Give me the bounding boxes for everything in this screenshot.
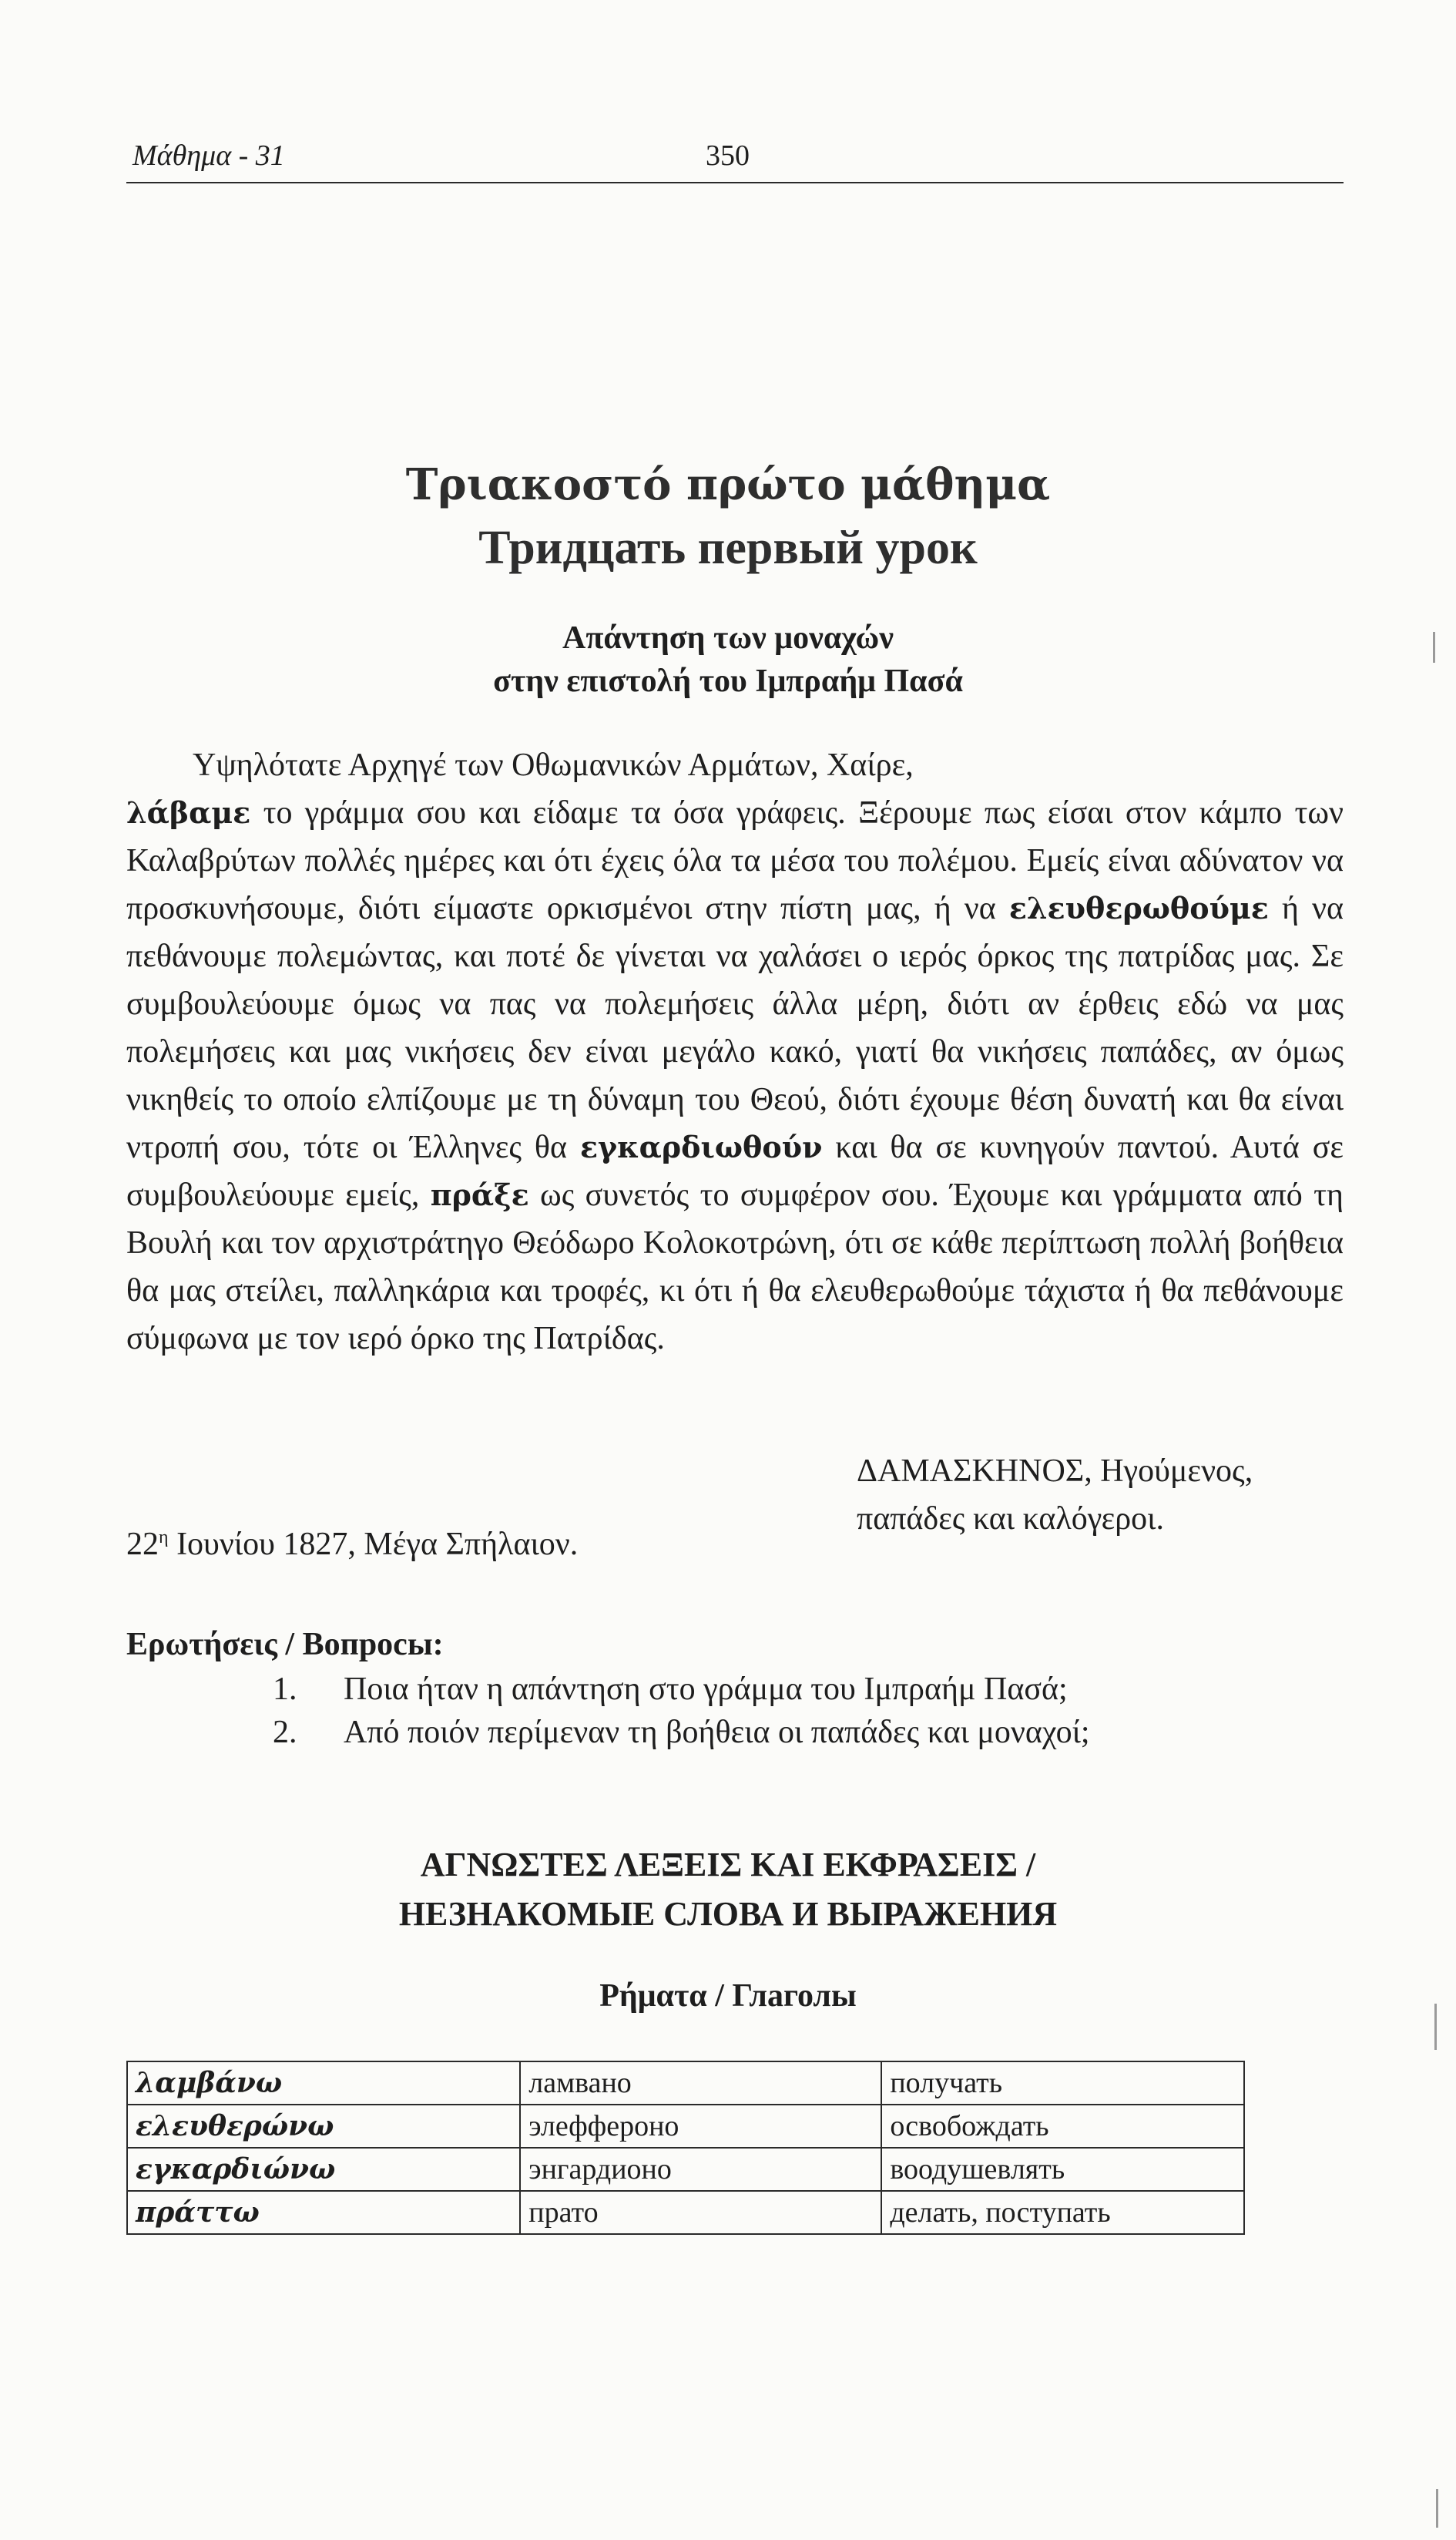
vocab-heading-greek: ΑΓΝΩΣΤΕΣ ΛΕΞΕΙΣ ΚΑΙ ΕΚΦΡΑΣΕΙΣ / [420,1846,1036,1883]
lesson-title [0,453,1456,580]
questions-list [126,1668,1359,1754]
questions-section [126,1621,1359,1754]
russian-translation: делать, поступать [881,2191,1244,2234]
verbs-heading: Ρήματα / Глаголы [599,1978,857,2014]
transliteration: ламвано [520,2061,881,2105]
table-row [127,2105,1244,2148]
page-number: 350 [706,139,750,172]
transliteration: энгардионо [520,2148,881,2191]
table-row [127,2061,1244,2105]
letter-salutation [126,741,1344,789]
signature-line-2: παπάδες και καλόγεροι. [857,1501,1164,1537]
russian-translation: освобождать [881,2105,1244,2148]
signature-line-1: ΔΑΜΑΣΚΗΝΟΣ, Ηγούμενος, [857,1453,1253,1489]
scan-margin-mark [1433,632,1435,663]
date-place [126,1526,578,1563]
transliteration: прато [520,2191,881,2234]
scan-margin-mark [1434,2004,1437,2050]
running-header [126,133,1344,183]
greek-word: λαμβάνω [127,2061,520,2105]
scan-margin-mark [1436,2489,1438,2528]
body-text: ως συνετός το συμφέρον σου. Έχουμε και γράμματα από τη Βουλή και τον αρχιστράτηγο Θεόδωρο Κολοκοτρώνη, ότι σε κάθε περίπτωση πολλή βοήθεια θα μας στείλει, παλληκάρια και τροφές, κι ότι ή θα ελευθερωθούμε τάχιστα ή θα πεθάνουμε σύμφωνα με τον ιερό όρκο της Πατρίδας. [126,1178,1344,1356]
bold-word: εγκαρδιωθούν [579,1130,823,1164]
greek-word: εγκαρδιώνω [127,2148,520,2191]
question-number: 2. [273,1715,297,1750]
letter-subtitle [0,617,1456,703]
question-item [126,1711,1359,1754]
transliteration: элеффероно [520,2105,881,2148]
russian-translation: воодушевлять [881,2148,1244,2191]
questions-heading: Ερωτήσεις / Вопросы: [126,1627,444,1662]
table-row [127,2148,1244,2191]
subtitle-line-2: στην επιστολή του Ιμπραήμ Πασά [493,664,963,699]
vocab-heading [0,1840,1456,1939]
subtitle-line-1: Απάντηση των μοναχών [562,620,894,656]
vocab-heading-russian: НЕЗНАКОМЫЕ СЛОВА И ВЫРАЖЕНИЯ [398,1895,1058,1933]
question-number: 1. [273,1671,297,1707]
greek-word: ελευθερώνω [127,2105,520,2148]
lesson-label: Μάθημα - 31 [133,139,285,172]
body-text: το γράμμα σου και είδαμε τα όσα γράφεις. Ξέρουμε πως είσαι στον κάμπο των Καλαβρύτων πολλές ημέρες και ότι έχεις όλα τα μέσα του πολέμου. Εμείς είναι αδύνατον να προσκυνήσουμε, διότι είμαστε ορκισμένοι στην πίστη μας, ή να [126,795,1344,926]
date-ordinal: η [159,1527,169,1547]
body-text: ή να πεθάνουμε πολεμώντας, και ποτέ δε γίνεται να χαλάσει ο ιερός όρκος της πατρίδας μας. Σε συμβουλεύουμε όμως να πας να πολεμήσεις άλλα μέρη, διότι αν έρθεις εδώ να μας πολεμήσεις και μας νικήσεις δεν είναι μεγάλο κακό, γιατί θα νικήσεις παπάδες, αν όμως νικηθείς το οποίο ελπίζουμε με τη δύναμη του Θεού, διότι έχουμε θέση δυνατή και θα είναι ντροπή σου, τότε οι Έλληνες θα [126,891,1344,1165]
letter-body [126,789,1344,1362]
signature [857,1447,1253,1543]
title-greek: Τριακοστό πρώτο μάθημα [405,459,1051,510]
question-item [126,1668,1359,1711]
body-text: και θα σε κυνηγούν παντού. Αυτά σε συμβουλεύουμε εμείς, [126,1130,1344,1213]
title-russian: Тридцать первый урок [478,522,978,574]
question-text: Ποια ήταν η απάντηση στο γράμμα του Ιμπραήμ Πασά; [344,1671,1068,1707]
bold-word: πράξε [430,1178,529,1212]
bold-word: ελευθερωθούμε [1008,891,1269,926]
table-row [127,2191,1244,2234]
salutation-text: Υψηλότατε Αρχηγέ των Οθωμανικών Αρμάτων, Χαίρε, [193,748,914,783]
date-day: 22 [126,1527,159,1562]
bold-word: λάβαμε [126,795,251,830]
letter-text [126,741,1344,1362]
russian-translation: получать [881,2061,1244,2105]
vocab-table [126,2061,1245,2235]
date-rest: Ιουνίου 1827, Μέγα Σπήλαιον. [168,1527,579,1562]
question-text: Από ποιόν περίμεναν τη βοήθεια οι παπάδες και μοναχοί; [344,1715,1090,1750]
greek-word: πράττω [127,2191,520,2234]
